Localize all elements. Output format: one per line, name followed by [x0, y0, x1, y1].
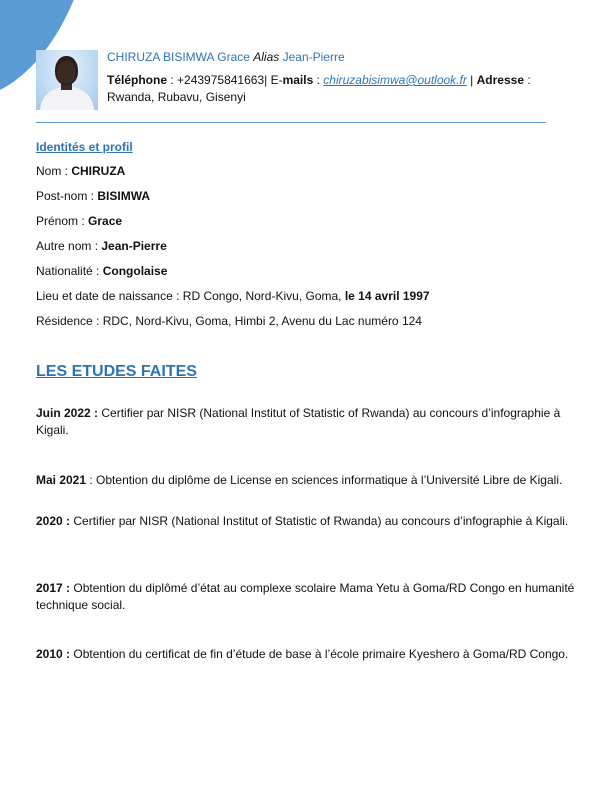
- full-name: [107, 49, 567, 65]
- education-date: 2020 :: [36, 514, 71, 528]
- row-label: Nom :: [36, 164, 72, 178]
- identity-row-nom: [36, 164, 430, 189]
- identity-row-postnom: [36, 189, 430, 214]
- identity-row-naissance: [36, 289, 430, 314]
- contact-line: [107, 72, 567, 106]
- education-text: : Obtention du diplôme de License en sciences informatique à l’Université Libre de Kigali.: [86, 473, 563, 487]
- email-label: mails: [282, 73, 314, 87]
- education-text: Certifier par NISR (National Institut of Statistic of Rwanda) au concours d’infographie à Kigali.: [70, 514, 569, 528]
- education-item: [36, 513, 581, 530]
- row-value: BISIMWA: [97, 189, 151, 203]
- education-date: Mai 2021: [36, 473, 87, 487]
- email-separator: :: [313, 73, 324, 87]
- row-value: Congolaise: [102, 264, 168, 278]
- identity-list: [36, 164, 430, 339]
- identity-row-nationalite: [36, 264, 430, 289]
- header-divider: [36, 122, 546, 123]
- identity-section-title: Identités et profil: [36, 140, 133, 154]
- education-section-title: LES ETUDES FAITES: [36, 363, 197, 380]
- education-text: Obtention du diplômé d’état au complexe scolaire Mama Yetu à Goma/RD Congo en humanité technique social.: [36, 581, 575, 612]
- education-item: [36, 405, 581, 439]
- row-value: Jean-Pierre: [101, 239, 167, 253]
- education-item: [36, 646, 581, 663]
- photo-shirt: [40, 87, 94, 110]
- address-label: Adresse: [476, 73, 525, 87]
- identity-row-prenom: [36, 214, 430, 239]
- row-label: Prénom :: [36, 214, 89, 228]
- profile-photo: [36, 50, 98, 110]
- education-date: 2017 :: [36, 581, 71, 595]
- identity-row-residence: [36, 314, 430, 339]
- row-value: le 14 avril 1997: [344, 289, 430, 303]
- identity-row-autre-nom: [36, 239, 430, 264]
- education-item: [36, 580, 581, 614]
- education-text: Obtention du certificat de fin d’étude de base à l’école primaire Kyeshero à Goma/RD Congo.: [70, 647, 569, 661]
- education-date: 2010 :: [36, 647, 71, 661]
- email-link[interactable]: chiruzabisimwa@outlook.fr: [323, 73, 467, 87]
- row-label: Post-nom :: [36, 189, 98, 203]
- row-label: Résidence : RDC, Nord-Kivu, Goma, Himbi 2, Avenu du Lac numéro 124: [36, 314, 422, 328]
- education-text: Certifier par NISR (National Institut of Statistic of Rwanda) au concours d’infographie à Kigali.: [36, 406, 561, 437]
- phone-label: Téléphone: [107, 73, 168, 87]
- header-info: [107, 49, 567, 106]
- photo-face: [57, 61, 76, 84]
- separator: |: [466, 73, 477, 87]
- address-value: : Rwanda, Rubavu, Gisenyi: [107, 73, 531, 104]
- row-label: Nationalité :: [36, 264, 103, 278]
- education-date: Juin 2022 :: [36, 406, 99, 420]
- phone-value: : +243975841663| E-: [167, 73, 283, 87]
- name-main: CHIRUZA BISIMWA Grace: [107, 50, 254, 64]
- row-label: Lieu et date de naissance : RD Congo, Nord-Kivu, Goma,: [36, 289, 345, 303]
- alias-label: Alias: [253, 50, 280, 64]
- row-label: Autre nom :: [36, 239, 102, 253]
- alias-value: Jean-Pierre: [279, 50, 345, 64]
- education-item: [36, 472, 581, 489]
- row-value: CHIRUZA: [71, 164, 126, 178]
- row-value: Grace: [88, 214, 123, 228]
